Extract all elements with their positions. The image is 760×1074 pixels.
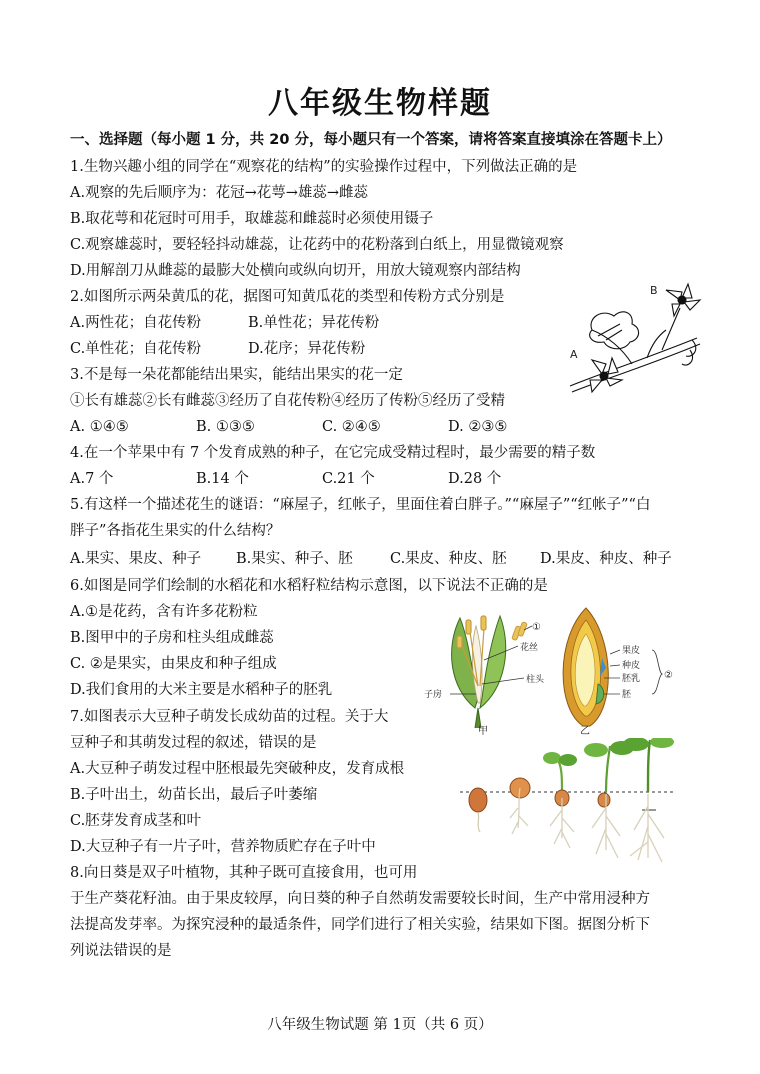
fig-label-jia: 甲 <box>478 726 488 737</box>
q6-option-d: D.我们食用的大米主要是水稻种子的胚乳 <box>70 682 333 698</box>
page-footer: 八年级生物试题 第 1页（共 6 页） <box>267 1017 493 1033</box>
q3-option-b: B. ①③⑤ <box>196 419 255 435</box>
q7-stem-line1: 7.如图表示大豆种子萌发长成幼苗的过程。关于大 <box>70 709 389 725</box>
q5-option-a: A.果实、果皮、种子 <box>70 551 202 567</box>
q7-option-a: A.大豆种子萌发过程中胚根最先突破种皮，发育成根 <box>70 761 405 777</box>
q6-option-b: B.图甲中的子房和柱头组成雌蕊 <box>70 630 274 646</box>
q2-option-b: B.单性花；异花传粉 <box>248 315 380 331</box>
q3-option-c: C. ②④⑤ <box>322 419 381 435</box>
cucumber-flower-figure <box>562 278 712 398</box>
male-flower-icon <box>666 284 700 316</box>
q1-option-c: C.观察雄蕊时，要轻轻抖动雄蕊，让花药中的花粉落到白纸上，用显微镜观察 <box>70 237 564 253</box>
section-heading: 一、选择题（每小题 1 分，共 20 分，每小题只有一个答案，请将答案直接填涂在答题卡上） <box>70 132 672 148</box>
q7-option-d: D.大豆种子有一片子叶，营养物质贮存在子叶中 <box>70 839 376 855</box>
q8-line1: 8.向日葵是双子叶植物，其种子既可直接食用，也可用 <box>70 865 418 881</box>
rice-flower-grain-figure <box>420 598 682 738</box>
q2-option-a: A.两性花；自花传粉 <box>70 315 202 331</box>
fig-label-zhongpi: 种皮 <box>622 661 641 671</box>
q3-option-a: A. ①④⑤ <box>70 419 129 435</box>
q3-items: ①长有雄蕊②长有雌蕊③经历了自花传粉④经历了传粉⑤经历了受精 <box>70 393 505 409</box>
q2-option-c: C.单性花；自花传粉 <box>70 341 202 357</box>
fig-label-peiru: 胚乳 <box>622 674 641 684</box>
q1-option-b: B.取花萼和花冠时可用手，取雄蕊和雌蕊时必须使用镊子 <box>70 211 434 227</box>
q2-option-d: D.花序；异花传粉 <box>248 341 366 357</box>
fig-label-guopi: 果皮 <box>622 646 641 656</box>
q7-option-b: B.子叶出土，幼苗长出，最后子叶萎缩 <box>70 787 318 803</box>
q5-option-d: D.果皮、种皮、种子 <box>540 551 672 567</box>
q5-stem-line2: 胖子”各指花生果实的什么结构？ <box>70 523 281 539</box>
stage-young-plant <box>584 741 634 858</box>
fig-label-a: A <box>570 348 578 361</box>
q5-stem-line1: 5.有这样一个描述花生的谜语：“麻屋子，红帐子，里面住着白胖子。”“麻屋子”“红帐子”“白 <box>70 497 651 513</box>
stage-mature-plant <box>623 738 674 862</box>
q4-option-d: D.28 个 <box>448 471 502 487</box>
q6-option-a: A.①是花药，含有许多花粉粒 <box>70 604 258 620</box>
rice-grain-drawing <box>563 608 662 726</box>
soybean-germination-figure <box>458 738 678 868</box>
fig-label-zhutou: 柱头 <box>526 675 545 685</box>
rice-flower-drawing <box>450 616 532 728</box>
fig-label-yi: 乙 <box>580 726 590 737</box>
q1-option-d: D.用解剖刀从雌蕊的最膨大处横向或纵向切开，用放大镜观察内部结构 <box>70 263 521 279</box>
q6-stem: 6.如图是同学们绘制的水稻花和水稻籽粒结构示意图，以下说法不正确的是 <box>70 578 548 594</box>
q3-stem: 3.不是每一朵花都能结出果实，能结出果实的花一定 <box>70 367 403 383</box>
stage-seedling <box>543 752 577 848</box>
page-title: 八年级生物样题 <box>268 86 492 121</box>
fig-label-pei: 胚 <box>622 690 632 700</box>
q1-stem: 1.生物兴趣小组的同学在“观察花的结构”的实验操作过程中，下列做法正确的是 <box>70 159 578 175</box>
q7-option-c: C.胚芽发育成茎和叶 <box>70 813 202 829</box>
stage-root <box>510 778 530 834</box>
q7-stem-line2: 豆种子和其萌发过程的叙述，错误的是 <box>70 735 317 751</box>
q1-option-a: A.观察的先后顺序为：花冠→花萼→雄蕊→雌蕊 <box>70 185 369 201</box>
q2-stem: 2.如图所示两朵黄瓜的花，据图可知黄瓜花的类型和传粉方式分别是 <box>70 289 505 305</box>
q5-option-c: C.果皮、种皮、胚 <box>390 551 507 567</box>
q4-stem: 4.在一个苹果中有 7 个发育成熟的种子，在它完成受精过程时，最少需要的精子数 <box>70 445 596 461</box>
q8-line2: 于生产葵花籽油。由于果皮较厚，向日葵的种子自然萌发需要较长时间，生产中常用浸种方 <box>70 891 650 907</box>
fig-label-huasi: 花丝 <box>520 643 539 653</box>
q4-option-b: B.14 个 <box>196 471 249 487</box>
q3-option-d: D. ②③⑤ <box>448 419 508 435</box>
q4-option-c: C.21 个 <box>322 471 375 487</box>
fig-label-b: B <box>650 284 658 297</box>
fig-label-2: ② <box>664 670 673 681</box>
fig-label-zifang: 子房 <box>424 690 443 700</box>
q4-option-a: A.7 个 <box>70 471 114 487</box>
q6-option-c: C. ②是果实，由果皮和种子组成 <box>70 656 277 672</box>
q8-line3: 法提高发芽率。为探究浸种的最适条件，同学们进行了相关实验，结果如下图。据图分析下 <box>70 917 650 933</box>
q5-option-b: B.果实、种子、胚 <box>236 551 353 567</box>
stage-seed <box>469 788 487 832</box>
q8-line4: 列说法错误的是 <box>70 943 172 959</box>
fig-label-1: ① <box>532 622 541 633</box>
